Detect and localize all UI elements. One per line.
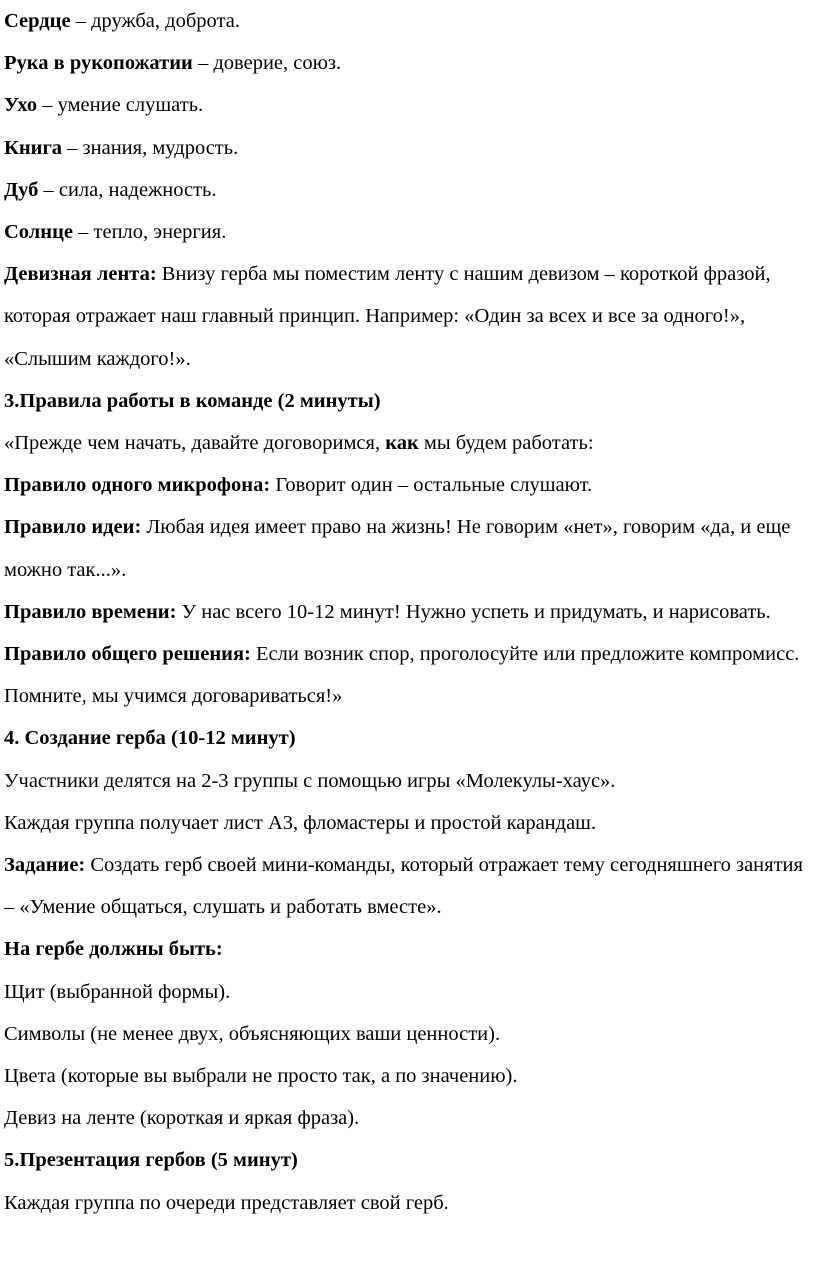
- paragraph-handshake: [4, 42, 814, 84]
- document-body: [4, 0, 814, 1224]
- term-oak: Дуб: [4, 178, 39, 201]
- meaning-ear: – умение слушать.: [37, 94, 204, 117]
- rule-idea-title: Правило идеи:: [4, 516, 142, 539]
- paragraph-materials: [4, 802, 814, 844]
- list-item-motto-text: Девиз на ленте (короткая и яркая фраза).: [4, 1107, 360, 1130]
- paragraph-emblem-requirements-heading: [4, 928, 814, 970]
- task-text: Создать герб своей мини-команды, который отражает тему сегодняшнего занятия – «Умение общаться, слушать и работать вместе».: [4, 854, 803, 919]
- term-ear: Ухо: [4, 94, 38, 117]
- paragraph-heart: [4, 0, 814, 42]
- emblem-requirements-heading-text: На гербе должны быть:: [4, 938, 223, 961]
- paragraph-rule-idea: [4, 506, 814, 590]
- section-heading-team-rules: [4, 380, 814, 422]
- section-heading-create-emblem-text: 4. Создание герба (10-12 минут): [4, 727, 296, 750]
- term-motto-ribbon: Девизная лента:: [4, 263, 157, 286]
- section-heading-presentation-text: 5.Презентация гербов (5 минут): [4, 1149, 298, 1172]
- rule-common-decision-title: Правило общего решения:: [4, 643, 251, 666]
- rule-microphone-title: Правило одного микрофона:: [4, 474, 271, 497]
- paragraph-rule-common-decision: [4, 633, 814, 717]
- section-heading-presentation: [4, 1139, 814, 1181]
- rule-common-decision-text: Если возник спор, проголосуйте или предложите компромисс. Помните, мы учимся договариваться!»: [4, 643, 800, 708]
- paragraph-sun: [4, 211, 814, 253]
- meaning-heart: – дружба, доброта.: [70, 10, 240, 32]
- term-sun: Солнце: [4, 221, 74, 244]
- paragraph-rule-time: [4, 591, 814, 633]
- rules-intro-text: «Прежде чем начать, давайте договоримся,: [4, 432, 386, 455]
- term-book: Книга: [4, 136, 63, 159]
- list-item-symbols-text: Символы (не менее двух, объясняющих ваши ценности).: [4, 1022, 501, 1045]
- section-heading-create-emblem: [4, 717, 814, 759]
- list-item-colors-text: Цвета (которые вы выбрали не просто так, а по значению).: [4, 1065, 518, 1088]
- list-item-shield: [4, 971, 814, 1013]
- meaning-book: – знания, мудрость.: [62, 136, 239, 159]
- meaning-handshake: – доверие, союз.: [192, 52, 342, 75]
- rules-intro-text-end: мы будем работать:: [418, 432, 594, 455]
- term-handshake: Рука в рукопожатии: [4, 52, 193, 75]
- list-item-colors: [4, 1055, 814, 1097]
- list-item-symbols: [4, 1013, 814, 1055]
- term-heart: Сердце: [4, 10, 71, 32]
- section-heading-team-rules-text: 3.Правила работы в команде (2 минуты): [4, 389, 381, 412]
- meaning-oak: – сила, надежность.: [38, 178, 217, 201]
- rule-idea-text: Любая идея имеет право на жизнь! Не говорим «нет», говорим «да, и еще можно так...».: [4, 516, 791, 581]
- list-item-motto: [4, 1097, 814, 1139]
- paragraph-motto-ribbon: [4, 253, 814, 380]
- paragraph-groups-split: [4, 760, 814, 802]
- paragraph-rules-intro: [4, 422, 814, 464]
- rule-time-text: У нас всего 10-12 минут! Нужно успеть и придумать, и нарисовать.: [176, 600, 771, 623]
- groups-split-text: Участники делятся на 2-3 группы с помощью игры «Молекулы-хаус».: [4, 769, 616, 792]
- paragraph-oak: [4, 169, 814, 211]
- rule-microphone-text: Говорит один – остальные слушают.: [270, 474, 593, 497]
- materials-text: Каждая группа получает лист А3, фломастеры и простой карандаш.: [4, 811, 597, 834]
- paragraph-presentation: [4, 1182, 814, 1224]
- paragraph-book: [4, 127, 814, 169]
- paragraph-rule-microphone: [4, 464, 814, 506]
- paragraph-ear: [4, 84, 814, 126]
- rule-time-title: Правило времени:: [4, 600, 177, 623]
- presentation-text: Каждая группа по очереди представляет свой герб.: [4, 1191, 449, 1214]
- motto-ribbon-description: Внизу герба мы поместим ленту с нашим девизом – короткой фразой, которая отражает наш главный принцип. Например: «Один за всех и все за одного!», «Слышим каждого!».: [4, 263, 771, 370]
- list-item-shield-text: Щит (выбранной формы).: [4, 980, 231, 1003]
- task-title: Задание:: [4, 854, 86, 877]
- rules-intro-emphasis: как: [385, 432, 419, 455]
- paragraph-task: [4, 844, 814, 928]
- meaning-sun: – тепло, энергия.: [73, 221, 227, 244]
